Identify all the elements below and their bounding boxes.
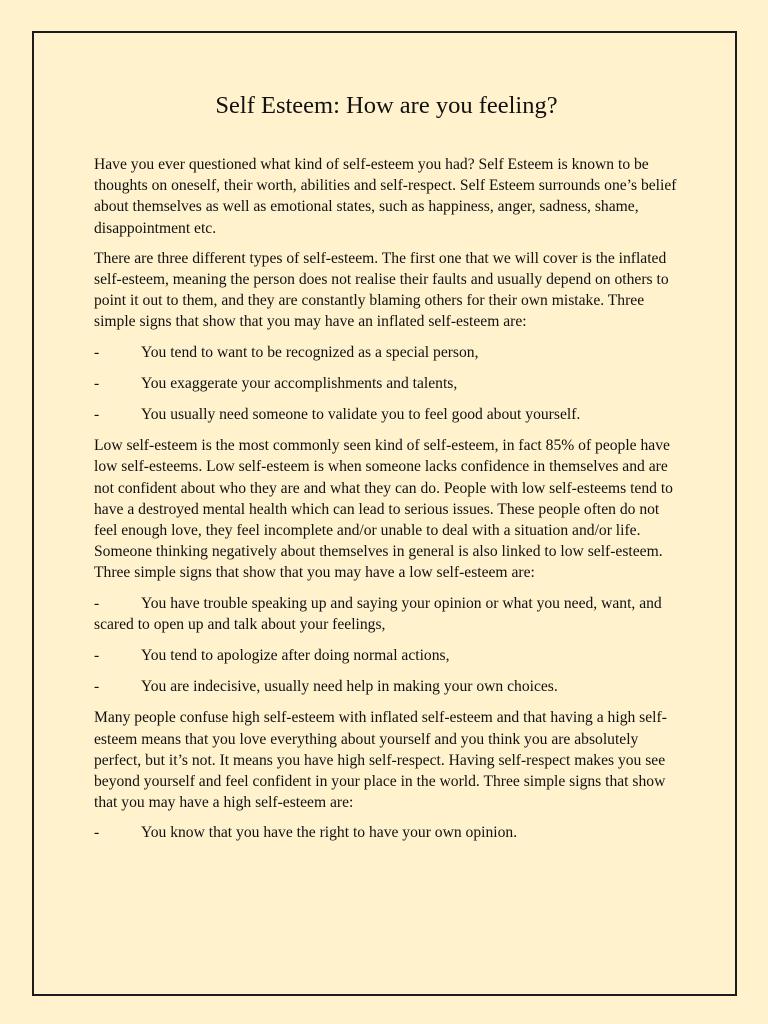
list-item-text: You tend to want to be recognized as a special person, [141,343,479,361]
list-item-text: You know that you have the right to have your own opinion. [141,824,518,842]
list-item [94,404,679,425]
list-item-text: You tend to apologize after doing normal actions, [141,647,450,665]
list-item [94,645,679,666]
inflated-self-esteem-paragraph: There are three different types of self-esteem. The first one that we will cover is the inflated self-esteem, meaning the person does not realise their faults and usually depend on others to point it out to them, and they are constantly blaming others for their own mistake. Three simple signs that show that you may have an inflated self-esteem are: [94,249,669,331]
list-dash: - [94,678,100,696]
list-item [94,676,679,697]
list-dash: - [94,594,100,612]
list-item-text: You usually need someone to validate you to feel good about yourself. [141,406,581,424]
list-dash: - [94,374,100,392]
document-frame [32,31,737,996]
intro-paragraph: Have you ever questioned what kind of self-esteem you had? Self Esteem is known to be thoughts on oneself, their worth, abilities and self-respect. Self Esteem surrounds one’s belief about themselves as well as emotional states, such as happiness, anger, sadness, shame, disappointment etc. [94,156,677,237]
list-item [94,593,679,635]
low-self-esteem-paragraph: Low self-esteem is the most commonly seen kind of self-esteem, in fact 85% of people have low self-esteems. Low self-esteem is when someone lacks confidence in themselves and are not confident about who they are and what they can do. People with low self-esteems tend to have a destroyed mental health which can lead to serious issues. These people often do not feel enough love, they feel incomplete and/or unable to deal with a situation and/or life. Someone thinking negatively about themselves in general is also linked to low self-esteem. Three simple signs that show that you may have a low self-esteem are: [94,437,673,582]
list-item [94,822,679,843]
high-self-esteem-paragraph: Many people confuse high self-esteem with inflated self-esteem and that having a high self-esteem means that you love everything about yourself and you think you are absolutely perfect, but it’s not. It means you have high self-respect. Having self-respect makes you see beyond yourself and feel confident in your place in the world. Three simple signs that show that you may have a high self-esteem are: [94,709,667,812]
list-item-text: You exaggerate your accomplishments and talents, [141,374,458,392]
document-title: Self Esteem: How are you feeling? [215,92,558,119]
list-dash: - [94,343,100,361]
list-dash: - [94,824,100,842]
document-body [94,91,679,854]
list-item-text: You have trouble speaking up and saying your opinion or what you need, want, and scared to open up and talk about your feelings, [94,594,662,633]
list-item-text: You are indecisive, usually need help in making your own choices. [141,678,558,696]
inflated-signs-list [94,342,679,426]
high-signs-list [94,822,679,843]
list-item [94,373,679,394]
low-signs-list [94,593,679,698]
list-dash: - [94,647,100,665]
list-item [94,342,679,363]
list-dash: - [94,406,100,424]
